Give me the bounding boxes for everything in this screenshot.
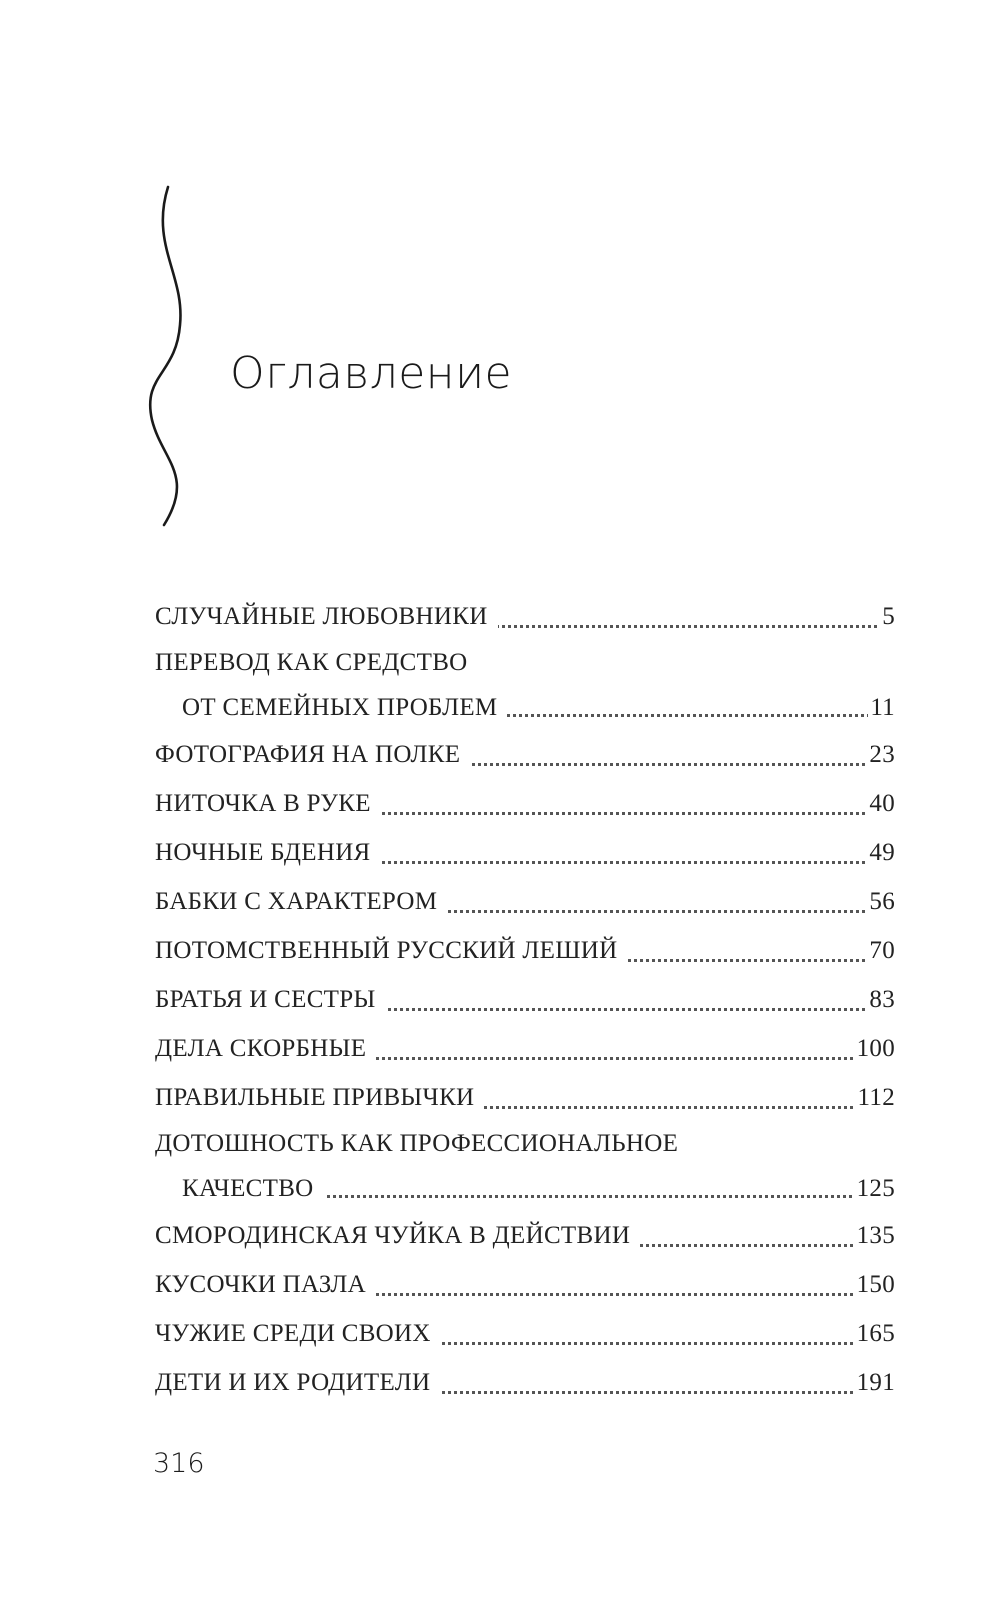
toc-entry-page: 191 — [855, 1358, 895, 1407]
toc-entry — [155, 1260, 895, 1309]
toc-entry-title: НОЧНЫЕ БДЕНИЯ — [155, 839, 381, 866]
toc-entry-title: ПЕРЕВОД КАК СРЕДСТВО — [155, 649, 478, 676]
toc-entry-page: 11 — [868, 685, 895, 730]
toc-entry-page: 56 — [867, 877, 895, 926]
toc-entry — [155, 1211, 895, 1260]
toc-entry — [155, 828, 895, 877]
toc-entry-title: БАБКИ С ХАРАКТЕРОМ — [155, 888, 447, 915]
toc-entry-page: 70 — [867, 926, 895, 975]
toc-entry-title: ФОТОГРАФИЯ НА ПОЛКЕ — [155, 741, 470, 768]
toc-entry-title: ПРАВИЛЬНЫЕ ПРИВЫЧКИ — [155, 1084, 484, 1111]
toc-entry-page: 165 — [855, 1309, 895, 1358]
toc-entry-page: 135 — [855, 1211, 895, 1260]
toc-entry — [155, 730, 895, 779]
toc-entry-title: КУСОЧКИ ПАЗЛА — [155, 1271, 376, 1298]
toc-entry-title: ДЕЛА СКОРБНЫЕ — [155, 1035, 376, 1062]
toc-entry-page: 40 — [867, 779, 895, 828]
toc-entry — [155, 641, 895, 685]
toc-entry-title: НИТОЧКА В РУКЕ — [155, 790, 381, 817]
wavy-line-icon — [140, 185, 200, 530]
toc-entry-title-continuation: КАЧЕСТВО — [182, 1175, 324, 1202]
toc-entry — [155, 1122, 895, 1166]
toc-entry-title: СЛУЧАЙНЫЕ ЛЮБОВНИКИ — [155, 603, 498, 630]
toc-entry — [155, 1073, 895, 1122]
toc-entry-title: БРАТЬЯ И СЕСТРЫ — [155, 986, 386, 1013]
toc-entry — [155, 926, 895, 975]
toc-entry-title: СМОРОДИНСКАЯ ЧУЙКА В ДЕЙСТВИИ — [155, 1222, 640, 1249]
page-number: 316 — [153, 1448, 205, 1479]
toc-entry-continuation — [155, 685, 895, 730]
toc-entry — [155, 1309, 895, 1358]
toc-entry-page: 49 — [867, 828, 895, 877]
toc-entry — [155, 592, 895, 641]
toc-entry — [155, 877, 895, 926]
toc-entry-page: 83 — [867, 975, 895, 1024]
toc-entry — [155, 779, 895, 828]
toc-entry — [155, 975, 895, 1024]
toc-entry-title: ДЕТИ И ИХ РОДИТЕЛИ — [155, 1369, 440, 1396]
toc-entry — [155, 1024, 895, 1073]
toc-entry-title-continuation: ОТ СЕМЕЙНЫХ ПРОБЛЕМ — [182, 694, 507, 721]
toc-entry-continuation — [155, 1166, 895, 1211]
toc-entry-title: ЧУЖИЕ СРЕДИ СВОИХ — [155, 1320, 441, 1347]
toc-entry-page: 5 — [880, 592, 895, 641]
toc-entry-title: ПОТОМСТВЕННЫЙ РУССКИЙ ЛЕШИЙ — [155, 937, 627, 964]
toc-entry — [155, 1358, 895, 1407]
toc-entry-page: 125 — [855, 1166, 895, 1211]
table-of-contents — [155, 592, 895, 1407]
toc-entry-page: 112 — [856, 1073, 895, 1122]
toc-entry-page: 150 — [855, 1260, 895, 1309]
toc-entry-page: 23 — [867, 730, 895, 779]
toc-entry-title: ДОТОШНОСТЬ КАК ПРОФЕССИОНАЛЬНОЕ — [155, 1130, 688, 1157]
page-title: Оглавление — [230, 348, 513, 399]
toc-entry-page: 100 — [855, 1024, 895, 1073]
